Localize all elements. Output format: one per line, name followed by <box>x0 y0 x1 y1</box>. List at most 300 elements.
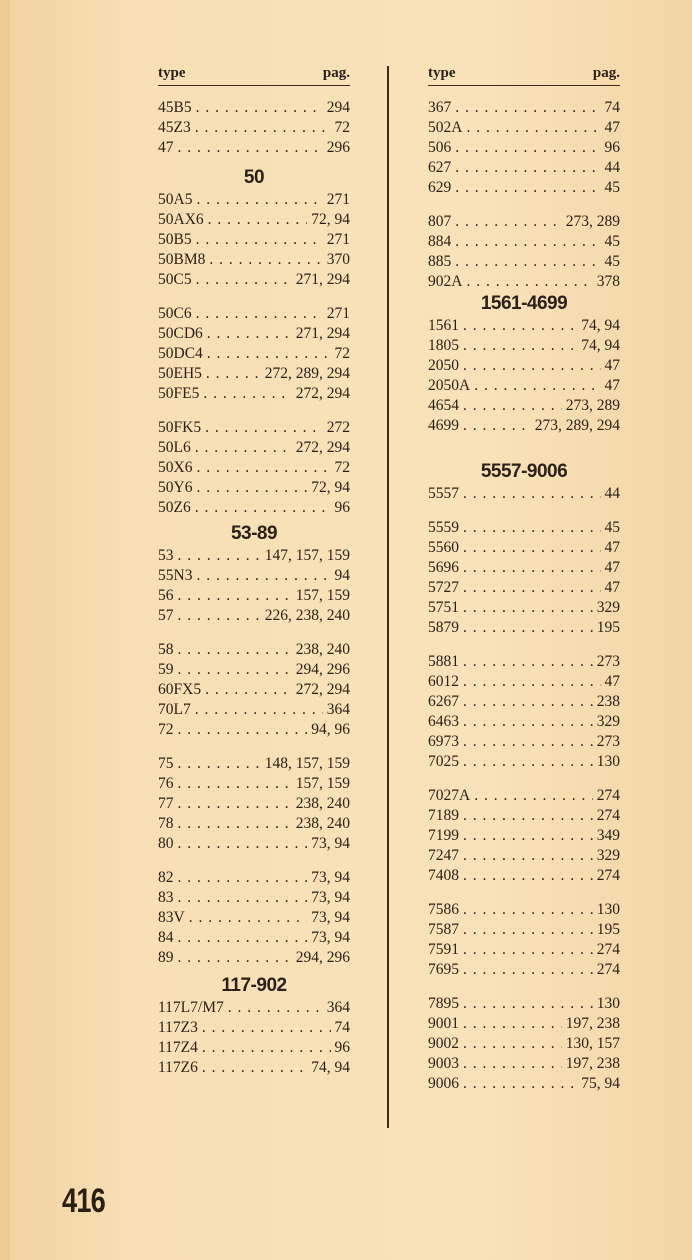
page-reference: 364 <box>326 999 350 1016</box>
dot-leader <box>195 438 292 458</box>
page-reference: 74, 94 <box>581 337 620 354</box>
dot-leader <box>178 948 292 968</box>
tube-type: 50AX6 <box>158 211 204 228</box>
page-reference: 273 <box>596 733 620 750</box>
index-entry <box>158 720 350 740</box>
dot-leader <box>202 1058 307 1078</box>
dot-leader <box>196 458 330 478</box>
page-reference: 130 <box>596 753 620 770</box>
tube-type: 629 <box>428 179 452 196</box>
tube-type: 50X6 <box>158 459 193 476</box>
tube-type: 57 <box>158 607 174 624</box>
page-reference: 271 <box>326 191 350 208</box>
tube-type: 117L7/M7 <box>158 999 224 1016</box>
group-title: 50 <box>243 167 265 188</box>
tube-type: 6012 <box>428 673 459 690</box>
page-reference: 272, 294 <box>295 681 350 698</box>
page-reference: 47 <box>604 559 620 576</box>
page-reference: 72 <box>334 459 350 476</box>
tube-type: 627 <box>428 159 452 176</box>
dot-leader <box>202 1018 331 1038</box>
dot-leader <box>463 484 601 504</box>
dot-leader <box>178 834 308 854</box>
index-entry <box>158 478 350 498</box>
dot-leader <box>463 1054 562 1074</box>
index-entry <box>428 1014 620 1034</box>
index-entry <box>428 826 620 846</box>
page-reference: 73, 94 <box>311 835 350 852</box>
tube-type: 5557 <box>428 485 459 502</box>
tube-type: 45Z3 <box>158 119 191 136</box>
page-reference: 272, 294 <box>295 439 350 456</box>
dot-leader <box>463 618 593 638</box>
index-entry <box>428 598 620 618</box>
tube-type: 50Z6 <box>158 499 191 516</box>
index-entry <box>158 418 350 438</box>
tube-type: 367 <box>428 99 452 116</box>
tube-type: 5727 <box>428 579 459 596</box>
index-group <box>158 522 350 968</box>
page-header: pag. <box>322 65 350 81</box>
dot-leader <box>463 396 562 416</box>
dot-leader <box>209 250 322 270</box>
dot-leader <box>178 660 292 680</box>
block-spacer <box>158 404 350 418</box>
index-entry <box>158 324 350 344</box>
index-entry <box>428 960 620 980</box>
index-entry <box>428 618 620 638</box>
index-entry <box>428 806 620 826</box>
index-entry <box>158 98 350 118</box>
page-reference: 45 <box>604 519 620 536</box>
index-entry <box>158 250 350 270</box>
index-entry <box>428 652 620 672</box>
tube-type: 89 <box>158 949 174 966</box>
index-entry <box>428 940 620 960</box>
tube-type: 807 <box>428 213 452 230</box>
index-entry <box>158 754 350 774</box>
index-entry <box>158 888 350 908</box>
dot-leader <box>463 578 601 598</box>
dot-leader <box>463 416 531 436</box>
page-reference: 296 <box>326 139 350 156</box>
tube-type: 83 <box>158 889 174 906</box>
index-entry <box>158 700 350 720</box>
page-reference: 238, 240 <box>295 795 350 812</box>
page-reference: 226, 238, 240 <box>264 607 350 624</box>
index-entry <box>428 920 620 940</box>
index-entry <box>428 866 620 886</box>
tube-type: 50EH5 <box>158 365 202 382</box>
tube-type: 50C5 <box>158 271 192 288</box>
index-entry <box>158 606 350 626</box>
block-spacer <box>428 886 620 900</box>
page-header: pag. <box>592 65 620 81</box>
dot-leader <box>178 794 292 814</box>
tube-type: 6267 <box>428 693 459 710</box>
dot-leader <box>196 270 292 290</box>
dot-leader <box>474 786 593 806</box>
index-entry <box>158 438 350 458</box>
index-entry <box>158 640 350 660</box>
index-entry <box>428 158 620 178</box>
dot-leader <box>455 178 600 198</box>
tube-type: 9006 <box>428 1075 459 1092</box>
tube-type: 50L6 <box>158 439 191 456</box>
dot-leader <box>463 538 601 558</box>
index-entry <box>158 998 350 1018</box>
page-reference: 47 <box>604 579 620 596</box>
tube-type: 83V <box>158 909 185 926</box>
tube-type: 47 <box>158 139 174 156</box>
index-entry <box>158 868 350 888</box>
page-reference: 47 <box>604 673 620 690</box>
page-reference: 73, 94 <box>311 869 350 886</box>
dot-leader <box>474 376 600 396</box>
index-entry <box>158 210 350 230</box>
tube-type: 58 <box>158 641 174 658</box>
page-number: 416 <box>62 1182 105 1220</box>
dot-leader <box>189 908 308 928</box>
tube-type: 72 <box>158 721 174 738</box>
dot-leader <box>202 1038 331 1058</box>
dot-leader <box>178 640 292 660</box>
index-entry <box>158 270 350 290</box>
tube-type: 2050 <box>428 357 459 374</box>
page-reference: 364 <box>326 701 350 718</box>
page-reference: 94 <box>334 567 350 584</box>
tube-type: 77 <box>158 795 174 812</box>
page-reference: 271 <box>326 231 350 248</box>
tube-type: 84 <box>158 929 174 946</box>
page-reference: 74 <box>334 1019 350 1036</box>
index-entry <box>428 994 620 1014</box>
page-reference: 157, 159 <box>295 775 350 792</box>
dot-leader <box>205 680 292 700</box>
tube-type: 50FE5 <box>158 385 200 402</box>
tube-type: 53 <box>158 547 174 564</box>
dot-leader <box>207 324 292 344</box>
tube-type: 885 <box>428 253 452 270</box>
index-entry <box>428 672 620 692</box>
dot-leader <box>463 692 593 712</box>
tube-type: 7189 <box>428 807 459 824</box>
column-header <box>428 60 620 86</box>
dot-leader <box>463 752 593 772</box>
index-entry <box>158 364 350 384</box>
tube-type: 5881 <box>428 653 459 670</box>
left-index-column <box>158 60 350 1078</box>
page-reference: 378 <box>596 273 620 290</box>
tube-type: 70L7 <box>158 701 191 718</box>
dot-leader <box>196 230 323 250</box>
page-reference: 294 <box>326 99 350 116</box>
dot-leader <box>463 652 593 672</box>
index-group <box>158 166 350 518</box>
index-entry <box>158 384 350 404</box>
groups-container <box>158 86 350 1078</box>
page-reference: 273, 289 <box>565 213 620 230</box>
index-entry <box>158 1058 350 1078</box>
page-reference: 272, 294 <box>295 385 350 402</box>
page-reference: 272 <box>326 419 350 436</box>
tube-type: 1805 <box>428 337 459 354</box>
dot-leader <box>455 158 600 178</box>
index-entry <box>158 586 350 606</box>
dot-leader <box>455 138 600 158</box>
page-reference: 273, 289, 294 <box>534 417 620 434</box>
dot-leader <box>178 868 308 888</box>
dot-leader <box>463 336 577 356</box>
tube-type: 82 <box>158 869 174 886</box>
index-entry <box>158 118 350 138</box>
dot-leader <box>178 928 308 948</box>
dot-leader <box>178 754 261 774</box>
page-reference: 72, 94 <box>311 479 350 496</box>
index-entry <box>158 566 350 586</box>
tube-type: 506 <box>428 139 452 156</box>
page-reference: 274 <box>596 867 620 884</box>
page-reference: 329 <box>596 599 620 616</box>
dot-leader <box>228 998 323 1018</box>
index-entry <box>428 900 620 920</box>
dot-leader <box>466 272 592 292</box>
index-entry <box>428 336 620 356</box>
block-spacer <box>158 626 350 640</box>
tube-type: 117Z3 <box>158 1019 198 1036</box>
index-group <box>428 98 620 292</box>
index-entry <box>428 98 620 118</box>
tube-type: 7591 <box>428 941 459 958</box>
page-reference: 272, 289, 294 <box>264 365 350 382</box>
index-entry <box>158 546 350 566</box>
tube-type: 50B5 <box>158 231 192 248</box>
page-reference: 72, 94 <box>311 211 350 228</box>
index-entry <box>428 538 620 558</box>
page-reference: 147, 157, 159 <box>264 547 350 564</box>
index-entry <box>428 578 620 598</box>
page-reference: 73, 94 <box>311 909 350 926</box>
tube-type: 6463 <box>428 713 459 730</box>
index-entry <box>428 178 620 198</box>
dot-leader <box>463 558 601 578</box>
page-reference: 73, 94 <box>311 929 350 946</box>
dot-leader <box>463 518 601 538</box>
page-reference: 47 <box>604 539 620 556</box>
tube-type: 59 <box>158 661 174 678</box>
dot-leader <box>207 344 331 364</box>
tube-type: 55N3 <box>158 567 193 584</box>
tube-type: 60FX5 <box>158 681 202 698</box>
index-entry <box>428 212 620 232</box>
block-spacer <box>158 854 350 868</box>
tube-type: 9003 <box>428 1055 459 1072</box>
column-divider <box>387 66 389 1128</box>
dot-leader <box>463 732 593 752</box>
dot-leader <box>178 720 308 740</box>
tube-type: 50DC4 <box>158 345 203 362</box>
tube-type: 50A5 <box>158 191 193 208</box>
page-reference: 271, 294 <box>295 271 350 288</box>
index-entry <box>158 794 350 814</box>
index-entry <box>158 1018 350 1038</box>
page-reference: 271 <box>326 305 350 322</box>
page-reference: 294, 296 <box>295 949 350 966</box>
page-reference: 45 <box>604 179 620 196</box>
page-reference: 47 <box>604 119 620 136</box>
index-entry <box>158 1038 350 1058</box>
page-reference: 370 <box>326 251 350 268</box>
dot-leader <box>455 252 600 272</box>
index-entry <box>158 680 350 700</box>
dot-leader <box>463 866 593 886</box>
page-reference: 197, 238 <box>565 1055 620 1072</box>
index-group <box>158 98 350 158</box>
tube-type: 75 <box>158 755 174 772</box>
tube-type: 7199 <box>428 827 459 844</box>
index-entry <box>428 416 620 436</box>
index-entry <box>428 752 620 772</box>
page-reference: 96 <box>334 1039 350 1056</box>
type-header: type <box>158 65 186 81</box>
dot-leader <box>195 700 323 720</box>
index-entry <box>428 138 620 158</box>
dot-leader <box>455 98 600 118</box>
index-group <box>428 460 620 1094</box>
tube-type: 50CD6 <box>158 325 203 342</box>
dot-leader <box>178 546 261 566</box>
dot-leader <box>178 774 292 794</box>
page-reference: 238, 240 <box>295 641 350 658</box>
type-header: type <box>428 65 456 81</box>
page-reference: 94, 96 <box>311 721 350 738</box>
tube-type: 7408 <box>428 867 459 884</box>
page-reference: 72 <box>334 119 350 136</box>
dot-leader <box>466 118 600 138</box>
index-entry <box>158 834 350 854</box>
index-entry <box>428 558 620 578</box>
page-reference: 148, 157, 159 <box>264 755 350 772</box>
page-reference: 130, 157 <box>565 1035 620 1052</box>
dot-leader <box>208 210 308 230</box>
page-reference: 349 <box>596 827 620 844</box>
page-reference: 294, 296 <box>295 661 350 678</box>
page-reference: 274 <box>596 807 620 824</box>
page-reference: 45 <box>604 233 620 250</box>
dot-leader <box>463 846 593 866</box>
tube-type: 7587 <box>428 921 459 938</box>
group-title: 1561-4699 <box>480 293 568 314</box>
tube-type: 902A <box>428 273 463 290</box>
index-entry <box>428 272 620 292</box>
page-reference: 75, 94 <box>581 1075 620 1092</box>
index-entry <box>158 138 350 158</box>
index-entry <box>428 232 620 252</box>
index-entry <box>428 712 620 732</box>
tube-type: 7695 <box>428 961 459 978</box>
index-entry <box>428 118 620 138</box>
tube-type: 7895 <box>428 995 459 1012</box>
index-group <box>158 974 350 1078</box>
index-entry <box>428 732 620 752</box>
block-spacer <box>428 198 620 212</box>
dot-leader <box>178 888 308 908</box>
tube-type: 1561 <box>428 317 459 334</box>
index-entry <box>428 484 620 504</box>
dot-leader <box>203 384 291 404</box>
tube-type: 5879 <box>428 619 459 636</box>
dot-leader <box>463 598 593 618</box>
page-reference: 274 <box>596 787 620 804</box>
page-reference: 130 <box>596 901 620 918</box>
tube-type: 5560 <box>428 539 459 556</box>
index-entry <box>428 1054 620 1074</box>
groups-container <box>428 86 620 1094</box>
tube-type: 50BM8 <box>158 251 206 268</box>
block-spacer <box>158 740 350 754</box>
page-reference: 329 <box>596 713 620 730</box>
tube-type: 7586 <box>428 901 459 918</box>
dot-leader <box>463 1074 577 1094</box>
tube-type: 4654 <box>428 397 459 414</box>
index-entry <box>428 786 620 806</box>
tube-type: 56 <box>158 587 174 604</box>
dot-leader <box>196 190 322 210</box>
index-entry <box>158 190 350 210</box>
tube-type: 5559 <box>428 519 459 536</box>
dot-leader <box>455 212 562 232</box>
index-entry <box>428 376 620 396</box>
index-entry <box>158 344 350 364</box>
tube-type: 2050A <box>428 377 471 394</box>
tube-type: 7027A <box>428 787 471 804</box>
page-reference: 274 <box>596 941 620 958</box>
page-reference: 74, 94 <box>581 317 620 334</box>
dot-leader <box>178 606 261 626</box>
page-reference: 96 <box>604 139 620 156</box>
tube-type: 45B5 <box>158 99 192 116</box>
dot-leader <box>463 960 593 980</box>
tube-type: 9001 <box>428 1015 459 1032</box>
dot-leader <box>463 900 593 920</box>
index-entry <box>428 1034 620 1054</box>
tube-type: 50Y6 <box>158 479 193 496</box>
page-reference: 271, 294 <box>295 325 350 342</box>
tube-type: 7025 <box>428 753 459 770</box>
page-reference: 238, 240 <box>295 815 350 832</box>
dot-leader <box>463 1034 562 1054</box>
dot-leader <box>463 712 593 732</box>
dot-leader <box>463 356 601 376</box>
dot-leader <box>178 814 292 834</box>
page-reference: 274 <box>596 961 620 978</box>
page-reference: 47 <box>604 377 620 394</box>
index-entry <box>158 458 350 478</box>
dot-leader <box>463 1014 562 1034</box>
page-reference: 45 <box>604 253 620 270</box>
dot-leader <box>196 98 323 118</box>
block-spacer <box>428 638 620 652</box>
index-entry <box>158 814 350 834</box>
tube-type: 4699 <box>428 417 459 434</box>
page-reference: 44 <box>604 159 620 176</box>
tube-type: 80 <box>158 835 174 852</box>
page-reference: 197, 238 <box>565 1015 620 1032</box>
dot-leader <box>178 586 292 606</box>
page-reference: 47 <box>604 357 620 374</box>
column-header <box>158 60 350 86</box>
page-reference: 130 <box>596 995 620 1012</box>
